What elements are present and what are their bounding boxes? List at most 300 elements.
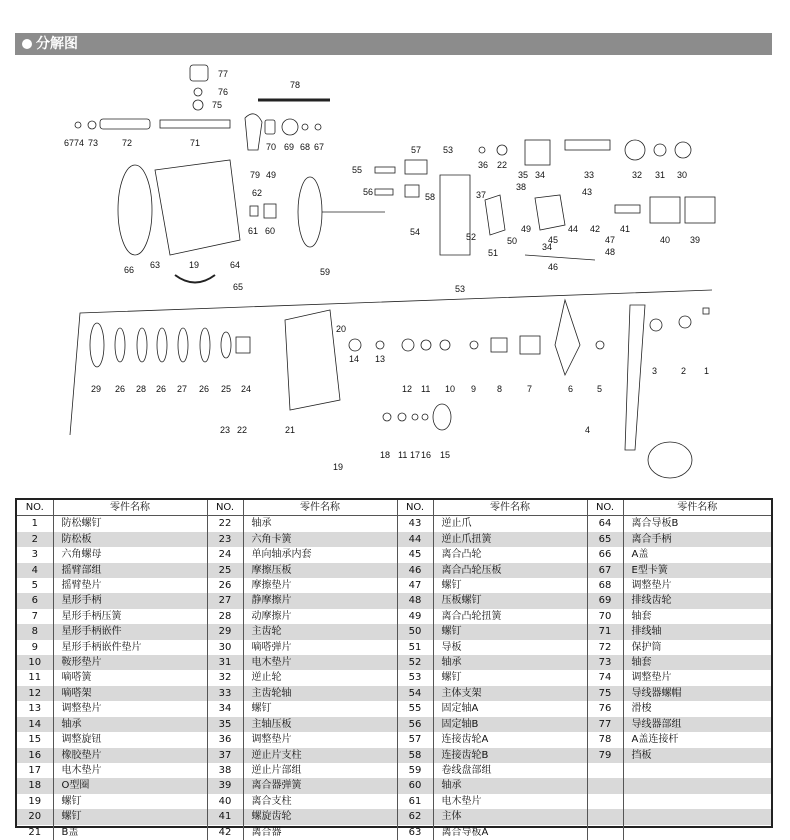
part-12-shape bbox=[402, 339, 414, 351]
label-71: 71 bbox=[190, 138, 201, 148]
table-row bbox=[17, 578, 771, 593]
part-58-shape bbox=[405, 185, 419, 197]
part-41-shape bbox=[615, 205, 640, 213]
part-number-cell: 46 bbox=[397, 563, 433, 578]
part-7-shape bbox=[520, 336, 540, 354]
part-number-cell: 43 bbox=[397, 516, 433, 532]
label-54: 54 bbox=[410, 227, 421, 237]
part-60-shape bbox=[264, 204, 276, 218]
label-10: 10 bbox=[445, 384, 456, 394]
part-name-cell: A盖连接杆 bbox=[631, 734, 679, 746]
part-name-cell: 连接齿轮A bbox=[433, 732, 587, 747]
label-26c: 26 bbox=[199, 384, 210, 394]
part-62-shape bbox=[155, 160, 240, 255]
label-65: 65 bbox=[233, 282, 244, 292]
label-39: 39 bbox=[690, 235, 701, 245]
part-number-cell: 57 bbox=[397, 732, 433, 747]
label-56: 56 bbox=[363, 187, 374, 197]
table-row bbox=[17, 701, 771, 716]
part-name-cell: 固定轴B bbox=[433, 717, 587, 732]
part-name-cell: 保护筒 bbox=[631, 641, 662, 653]
label-13: 13 bbox=[375, 354, 386, 364]
part-number-cell: 76 bbox=[587, 701, 623, 716]
part-26b-shape bbox=[157, 328, 167, 362]
label-62: 62 bbox=[252, 188, 263, 198]
part-number-cell: 21 bbox=[17, 825, 53, 840]
part-name-cell: 单向轴承内套 bbox=[243, 547, 397, 562]
part-number-cell: 70 bbox=[587, 609, 623, 624]
part-number-cell: 16 bbox=[17, 748, 53, 763]
section-title: 分解图 bbox=[36, 36, 78, 52]
part-number-cell: 31 bbox=[207, 655, 243, 670]
part-number-cell: 72 bbox=[587, 640, 623, 655]
table-row bbox=[17, 516, 771, 532]
part-name-cell: 逆止片支柱 bbox=[243, 748, 397, 763]
header-part-name: 零件名称 bbox=[623, 500, 771, 516]
part-name-cell: 摇臂部组 bbox=[53, 563, 207, 578]
part-number-cell: 19 bbox=[17, 794, 53, 809]
part-14-shape bbox=[349, 339, 361, 351]
part-number-labels bbox=[64, 69, 709, 472]
table-row bbox=[17, 593, 771, 608]
part-name-cell bbox=[623, 794, 771, 809]
label-3: 3 bbox=[652, 366, 658, 376]
part-number-cell: 10 bbox=[17, 655, 53, 670]
part-number-cell: 25 bbox=[207, 563, 243, 578]
header-no: NO. bbox=[207, 500, 243, 516]
label-28: 28 bbox=[136, 384, 147, 394]
label-1: 1 bbox=[704, 366, 710, 376]
part-54-shape bbox=[440, 175, 470, 255]
part-25-shape bbox=[221, 332, 231, 358]
part-70-shape bbox=[265, 120, 275, 134]
part-number-cell: 30 bbox=[207, 640, 243, 655]
label-52: 52 bbox=[466, 232, 477, 242]
part-name-cell: 螺钉 bbox=[433, 624, 587, 639]
part-73-shape bbox=[88, 121, 96, 129]
part-56-shape bbox=[375, 189, 393, 195]
label-73: 73 bbox=[88, 138, 99, 148]
label-20: 20 bbox=[336, 324, 347, 334]
part-name-cell: 导线器部组 bbox=[623, 717, 771, 732]
label-49a: 49 bbox=[266, 170, 277, 180]
label-19b: 19 bbox=[333, 462, 344, 472]
part-number-cell bbox=[587, 794, 623, 809]
part-number-cell bbox=[587, 778, 623, 793]
part-number-cell: 34 bbox=[207, 701, 243, 716]
part-name-cell: 逆止片部组 bbox=[243, 763, 397, 778]
part-number-cell: 26 bbox=[207, 578, 243, 593]
part-71-shape bbox=[160, 120, 230, 128]
part-55-shape bbox=[375, 167, 395, 173]
part-name-cell: E型卡簧 bbox=[623, 563, 771, 578]
table-body bbox=[17, 516, 771, 840]
part-number-cell: 78 bbox=[587, 732, 623, 747]
part-number-cell: 75 bbox=[587, 686, 623, 701]
part-name-cell: 防松板 bbox=[53, 532, 207, 547]
part-number-cell: 44 bbox=[397, 532, 433, 547]
header-no: NO. bbox=[587, 500, 623, 516]
label-32: 32 bbox=[632, 170, 643, 180]
part-number-cell: 73 bbox=[587, 655, 623, 670]
label-22b: 22 bbox=[237, 425, 248, 435]
label-5: 5 bbox=[597, 384, 603, 394]
table-header-row bbox=[17, 500, 771, 516]
part-24-shape bbox=[236, 337, 250, 353]
part-name-cell: 电木垫片 bbox=[433, 794, 587, 809]
part-name-cell: 主齿轮 bbox=[243, 624, 397, 639]
part-name-cell: 滑梭 bbox=[631, 703, 652, 715]
part-18-shape bbox=[383, 413, 391, 421]
part-11b-shape bbox=[398, 413, 406, 421]
part-75-shape bbox=[193, 100, 203, 110]
label-59: 59 bbox=[320, 267, 331, 277]
part-number-cell bbox=[587, 809, 623, 824]
part-name-cell: 连接齿轮B bbox=[433, 748, 587, 763]
part-67-shape bbox=[315, 124, 321, 130]
part-name-cell bbox=[623, 809, 771, 824]
label-53b: 53 bbox=[455, 284, 466, 294]
part-3-shape bbox=[650, 319, 662, 331]
part-number-cell: 50 bbox=[397, 624, 433, 639]
table-row bbox=[17, 532, 771, 547]
part-name-cell: 轴承 bbox=[433, 655, 587, 670]
part-number-cell: 40 bbox=[207, 794, 243, 809]
label-53a: 53 bbox=[443, 145, 454, 155]
part-26a-shape bbox=[115, 328, 125, 362]
part-name-cell: 排线轴 bbox=[623, 624, 771, 639]
part-number-cell: 61 bbox=[397, 794, 433, 809]
table-row bbox=[17, 686, 771, 701]
label-9: 9 bbox=[471, 384, 477, 394]
part-number-cell: 2 bbox=[17, 532, 53, 547]
part-name-cell: 轴套 bbox=[623, 655, 771, 670]
table-row bbox=[17, 717, 771, 732]
label-33: 33 bbox=[584, 170, 595, 180]
part-number-cell: 24 bbox=[207, 547, 243, 562]
label-60: 60 bbox=[265, 226, 276, 236]
part-22-shape bbox=[497, 145, 507, 155]
part-number-cell: 74 bbox=[587, 670, 623, 685]
label-69: 69 bbox=[284, 142, 295, 152]
table-row bbox=[17, 825, 771, 840]
part-name-cell: A盖 bbox=[631, 549, 649, 561]
label-64: 64 bbox=[230, 260, 241, 270]
part-59-shape bbox=[298, 177, 322, 247]
part-40-shape bbox=[650, 197, 680, 223]
part-number-cell: 66 bbox=[587, 547, 623, 562]
part-name-cell: 摇臂垫片 bbox=[53, 578, 207, 593]
part-name-cell: 主体支架 bbox=[433, 686, 587, 701]
label-48: 48 bbox=[605, 247, 616, 257]
part-number-cell: 18 bbox=[17, 778, 53, 793]
label-46: 46 bbox=[548, 262, 559, 272]
label-31: 31 bbox=[655, 170, 666, 180]
part-name-cell: 压板螺钉 bbox=[433, 593, 587, 608]
label-23: 23 bbox=[220, 425, 231, 435]
label-49b: 49 bbox=[521, 224, 532, 234]
part-name-cell: 星形手柄压簧 bbox=[53, 609, 207, 624]
label-30a: 30 bbox=[677, 170, 688, 180]
label-72: 72 bbox=[122, 138, 133, 148]
part-number-cell: 35 bbox=[207, 717, 243, 732]
label-25: 25 bbox=[221, 384, 232, 394]
part-name-cell: 电木垫片 bbox=[53, 763, 207, 778]
label-29: 29 bbox=[91, 384, 102, 394]
part-name-cell: 静摩擦片 bbox=[243, 593, 397, 608]
label-14: 14 bbox=[349, 354, 360, 364]
part-72-shape bbox=[100, 119, 150, 129]
label-76: 76 bbox=[218, 87, 229, 97]
part-number-cell: 67 bbox=[587, 563, 623, 578]
part-name-cell: 离合导板A bbox=[433, 825, 587, 840]
part-66-shape bbox=[118, 165, 152, 255]
part-number-cell: 79 bbox=[587, 748, 623, 763]
part-name-cell: 嘀嗒架 bbox=[53, 686, 207, 701]
part-name-cell: 轴套 bbox=[631, 610, 652, 622]
label-17: 17 bbox=[410, 450, 421, 460]
part-name-cell: 螺旋齿轮 bbox=[243, 809, 397, 824]
part-number-cell: 49 bbox=[397, 609, 433, 624]
part-name-cell: 调整垫片 bbox=[631, 580, 672, 592]
table-row bbox=[17, 655, 771, 670]
header-part-name: 零件名称 bbox=[243, 500, 397, 516]
part-17-shape bbox=[412, 414, 418, 420]
part-name-cell: 调整垫片 bbox=[631, 672, 672, 684]
table-row bbox=[17, 809, 771, 824]
label-68: 68 bbox=[300, 142, 311, 152]
part-number-cell: 28 bbox=[207, 609, 243, 624]
part-6-shape bbox=[555, 300, 580, 375]
header-no: NO. bbox=[17, 500, 53, 516]
part-number-cell: 71 bbox=[587, 624, 623, 639]
part-65-shape bbox=[175, 275, 215, 283]
part-name-cell: 螺钉 bbox=[53, 809, 207, 824]
label-37: 37 bbox=[476, 190, 487, 200]
label-66: 66 bbox=[124, 265, 135, 275]
part-number-cell: 20 bbox=[17, 809, 53, 824]
part-name-cell: 六角螺母 bbox=[53, 547, 207, 562]
part-name-cell: 导线器螺帽 bbox=[623, 686, 771, 701]
part-name-cell bbox=[623, 825, 771, 840]
part-number-cell: 17 bbox=[17, 763, 53, 778]
part-name-cell: 鞍形垫片 bbox=[53, 655, 207, 670]
part-number-cell: 42 bbox=[207, 825, 243, 840]
label-11a: 11 bbox=[421, 384, 431, 394]
part-27-shape bbox=[178, 328, 188, 362]
part-number-cell: 6 bbox=[17, 593, 53, 608]
part-name-cell: 固定轴A bbox=[433, 701, 587, 716]
table-row bbox=[17, 640, 771, 655]
part-name-cell: 离合手柄 bbox=[623, 532, 771, 547]
part-36-shape bbox=[479, 147, 485, 153]
part-number-cell: 48 bbox=[397, 593, 433, 608]
part-30a-shape bbox=[675, 142, 691, 158]
label-42: 42 bbox=[590, 224, 601, 234]
part-name-cell: 嘀嗒簧 bbox=[53, 670, 207, 685]
table-row bbox=[17, 732, 771, 747]
part-46-shape bbox=[525, 255, 595, 260]
label-34a: 34 bbox=[535, 170, 546, 180]
part-name-cell: 调整旋钮 bbox=[53, 732, 207, 747]
label-67: 67 bbox=[314, 142, 325, 152]
label-15: 15 bbox=[440, 450, 451, 460]
part-name-cell: 逆止爪 bbox=[433, 516, 587, 532]
part-number-cell: 9 bbox=[17, 640, 53, 655]
header-no: NO. bbox=[397, 500, 433, 516]
part-name-cell: 六角卡簧 bbox=[243, 532, 397, 547]
part-2-shape bbox=[679, 316, 691, 328]
parts-table-container bbox=[15, 498, 773, 838]
part-number-cell: 15 bbox=[17, 732, 53, 747]
label-27: 27 bbox=[177, 384, 188, 394]
label-77: 77 bbox=[218, 69, 229, 79]
part-name-cell: 星形手柄嵌件垫片 bbox=[53, 640, 207, 655]
part-name-cell: 调整垫片 bbox=[53, 701, 207, 716]
label-61: 61 bbox=[248, 226, 259, 236]
part-6774-shape bbox=[75, 122, 81, 128]
label-78: 78 bbox=[290, 80, 301, 90]
part-number-cell: 27 bbox=[207, 593, 243, 608]
label-70: 70 bbox=[266, 142, 277, 152]
part-69-shape bbox=[282, 119, 298, 135]
part-name-cell: 主齿轮轴 bbox=[243, 686, 397, 701]
part-8-shape bbox=[491, 338, 507, 352]
label-22a: 22 bbox=[497, 160, 508, 170]
part-number-cell: 69 bbox=[587, 593, 623, 608]
part-number-cell: 51 bbox=[397, 640, 433, 655]
part-name-cell: 轴承 bbox=[53, 717, 207, 732]
label-75: 75 bbox=[212, 100, 223, 110]
part-number-cell: 32 bbox=[207, 670, 243, 685]
label-2: 2 bbox=[681, 366, 687, 376]
part-name-cell: 摩擦压板 bbox=[243, 563, 397, 578]
part-number-cell: 4 bbox=[17, 563, 53, 578]
label-8: 8 bbox=[497, 384, 503, 394]
part-35-shape bbox=[525, 140, 550, 165]
part-number-cell: 5 bbox=[17, 578, 53, 593]
part-name-cell: 摩擦垫片 bbox=[243, 578, 397, 593]
part-name-cell: B盖 bbox=[53, 825, 207, 840]
part-name-cell: 逆止轮 bbox=[243, 670, 397, 685]
label-57: 57 bbox=[411, 145, 422, 155]
part-26c-shape bbox=[200, 328, 210, 362]
part-name-cell: 螺钉 bbox=[433, 578, 587, 593]
table-row bbox=[17, 547, 771, 562]
part-4-knob-shape bbox=[648, 442, 692, 478]
section-header bbox=[15, 33, 772, 55]
part-name-cell: 主轴压板 bbox=[243, 717, 397, 732]
part-name-cell: 逆止爪扭簧 bbox=[433, 532, 587, 547]
table-row bbox=[17, 609, 771, 624]
part-number-cell: 68 bbox=[587, 578, 623, 593]
part-name-cell: 螺钉 bbox=[433, 670, 587, 685]
label-43: 43 bbox=[582, 187, 593, 197]
part-number-cell: 39 bbox=[207, 778, 243, 793]
part-number-cell: 13 bbox=[17, 701, 53, 716]
part-number-cell: 59 bbox=[397, 763, 433, 778]
part-79-shape bbox=[245, 114, 262, 150]
part-number-cell: 11 bbox=[17, 670, 53, 685]
part-15-shape bbox=[433, 404, 451, 430]
label-55: 55 bbox=[352, 165, 363, 175]
part-number-cell: 60 bbox=[397, 778, 433, 793]
part-name-cell: 电木垫片 bbox=[243, 655, 397, 670]
label-26b: 26 bbox=[156, 384, 167, 394]
part-number-cell: 8 bbox=[17, 624, 53, 639]
part-5-shape bbox=[596, 341, 604, 349]
part-76-shape bbox=[194, 88, 202, 96]
header-part-name: 零件名称 bbox=[433, 500, 587, 516]
part-number-cell: 22 bbox=[207, 516, 243, 532]
part-number-cell: 53 bbox=[397, 670, 433, 685]
part-name-cell: 导板 bbox=[433, 640, 587, 655]
part-51-shape bbox=[485, 195, 505, 235]
part-45-shape bbox=[535, 195, 565, 230]
part-name-cell: 星形手柄 bbox=[53, 593, 207, 608]
part-name-cell: 轴承 bbox=[243, 516, 397, 532]
part-name-cell: 动摩擦片 bbox=[243, 609, 397, 624]
part-28-shape bbox=[137, 328, 147, 362]
label-34b: 34 bbox=[542, 242, 553, 252]
header-bullet-icon bbox=[22, 39, 32, 49]
part-21-shape bbox=[285, 310, 340, 410]
label-4: 4 bbox=[585, 425, 591, 435]
part-number-cell: 56 bbox=[397, 717, 433, 732]
part-name-cell: 轴承 bbox=[433, 778, 587, 793]
part-31-shape bbox=[654, 144, 666, 156]
part-name-cell: 调整垫片 bbox=[243, 732, 397, 747]
label-44: 44 bbox=[568, 224, 579, 234]
label-19a: 19 bbox=[189, 260, 200, 270]
part-number-cell: 23 bbox=[207, 532, 243, 547]
part-number-cell: 64 bbox=[587, 516, 623, 532]
part-number-cell: 65 bbox=[587, 532, 623, 547]
part-number-cell: 37 bbox=[207, 748, 243, 763]
part-4-arm-shape bbox=[625, 305, 645, 450]
label-6: 6 bbox=[568, 384, 574, 394]
layout-guide-line bbox=[70, 290, 712, 435]
part-number-cell: 58 bbox=[397, 748, 433, 763]
label-51: 51 bbox=[488, 248, 499, 258]
part-13-shape bbox=[376, 341, 384, 349]
label-50: 50 bbox=[507, 236, 518, 246]
part-number-cell: 36 bbox=[207, 732, 243, 747]
part-number-cell: 63 bbox=[397, 825, 433, 840]
part-77-shape bbox=[190, 65, 208, 81]
part-61-shape bbox=[250, 206, 258, 216]
part-57-shape bbox=[405, 160, 427, 174]
part-number-cell: 52 bbox=[397, 655, 433, 670]
label-41: 41 bbox=[620, 224, 631, 234]
table-row bbox=[17, 778, 771, 793]
part-number-cell: 1 bbox=[17, 516, 53, 532]
part-number-cell: 41 bbox=[207, 809, 243, 824]
part-39-shape bbox=[685, 197, 715, 223]
part-10-shape bbox=[440, 340, 450, 350]
part-name-cell: 嘀嗒弹片 bbox=[243, 640, 397, 655]
part-name-cell: 排线齿轮 bbox=[623, 593, 771, 608]
part-number-cell: 38 bbox=[207, 763, 243, 778]
label-11b: 11 bbox=[398, 450, 408, 460]
label-24: 24 bbox=[241, 384, 252, 394]
label-63: 63 bbox=[150, 260, 161, 270]
part-name-cell: 星形手柄嵌件 bbox=[53, 624, 207, 639]
parts-table bbox=[17, 500, 771, 840]
table-row bbox=[17, 763, 771, 778]
label-16: 16 bbox=[421, 450, 432, 460]
table-row bbox=[17, 563, 771, 578]
